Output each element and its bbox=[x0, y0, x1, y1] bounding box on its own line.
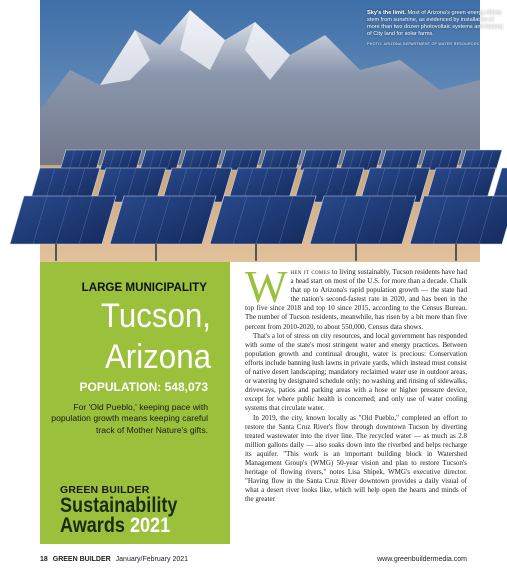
footer-url: www.greenbuildermedia.com bbox=[377, 556, 467, 563]
article-paragraph: In 2019, the city, known locally as "Old Pueblo," completed an effort to restore the Santa Cruz River's flow through downtown Tucson by diverting treated wastewater into the river line. The recycled water — as much as 2.8 million gallons daily — also soaks down into the riverbed and helps recharge its aquifer. "This work is an important building block in Watershed Management Group's (WMG) 50-year vision and plan to restore Tucson's heritage of flowing rivers," notes Lisa Shipek, WMG's executive director. "Having flow in the Santa Cruz River downtown provides a daily visual of what a desert river looks like, which will help open the hearts and minds of the greater bbox=[245, 413, 467, 504]
footer-issue: January/February 2021 bbox=[115, 556, 189, 563]
caption-body: Most of Arizona's green energy efforts stem from sunshine, as evidenced by installation of more than two dozen photovoltaic systems and leasing of City land for solar farms. bbox=[367, 10, 503, 38]
photo-caption bbox=[367, 10, 507, 48]
article-body bbox=[245, 262, 467, 504]
paragraph-1-text: to living sustainably, Tucson residents have had a head start on most of the U.S. for more than a decade. Chalk that up to Arizona's rapid population growth — the state had the nation's second-fastest rate in 2020, and has been in the top five since 2018 and top 10 since 2015, according to the Census Bureau. The number of Tucson residents, meanwhile, has risen by a bit more than five percent from 2010-2020, to about 550,000, Census data shows. bbox=[245, 268, 467, 331]
awards-title-line2 bbox=[60, 516, 198, 536]
footer-magazine: GREEN BUILDER bbox=[52, 556, 111, 563]
awards-word: Awards bbox=[60, 514, 125, 537]
brand-name: GREEN BUILDER bbox=[60, 484, 150, 496]
panel-post bbox=[55, 244, 57, 261]
awards-title-line1: Sustainability bbox=[60, 494, 178, 517]
solar-panel bbox=[410, 196, 507, 244]
page-title bbox=[54, 296, 211, 378]
panel-post bbox=[455, 244, 457, 261]
drop-cap: W bbox=[245, 262, 288, 312]
population-label: POPULATION: 548,073 bbox=[79, 380, 208, 394]
article-paragraph: That's a lot of stress on city resources, and local government has responded with some of the state's most stringent water and energy practices. Between population growth and continual drought, water is precious: Conservation efforts include banning lush lawns in private yards, which instead must consist of native desert landscaping; mandatory reclaimed water use in outdoor areas, or watering by designated schedule only; no washing and rinsing of sidewalks, driveways, patios and parking areas with a hose or higher pressure device, except for where public health is concerned; and only use of water cooling systems that circulate water. bbox=[245, 331, 467, 413]
award-category: LARGE MUNICIPALITY bbox=[81, 281, 207, 294]
page-number: 18 bbox=[40, 556, 48, 563]
state-name: Arizona bbox=[104, 338, 211, 376]
hero-photo bbox=[40, 0, 503, 262]
awards-logo bbox=[60, 484, 220, 536]
panel-post bbox=[255, 244, 257, 261]
city-name: Tucson, bbox=[100, 297, 211, 335]
page-footer bbox=[40, 556, 467, 563]
photo-credit: PHOTO: ARIZONA DEPARTMENT OF WATER RESOURCES bbox=[367, 42, 480, 47]
lead-in: hen it comes bbox=[290, 268, 331, 276]
panel-post bbox=[355, 244, 357, 261]
green-sidebar bbox=[40, 262, 230, 544]
awards-year: 2021 bbox=[129, 514, 171, 537]
dek-text: For 'Old Pueblo,' keeping pace with population growth means keeping careful track of Mother Nature's gifts. bbox=[51, 402, 208, 435]
article-paragraph bbox=[245, 262, 467, 332]
caption-lead: Sky's the limit. bbox=[367, 10, 406, 16]
panel-post bbox=[155, 244, 157, 261]
